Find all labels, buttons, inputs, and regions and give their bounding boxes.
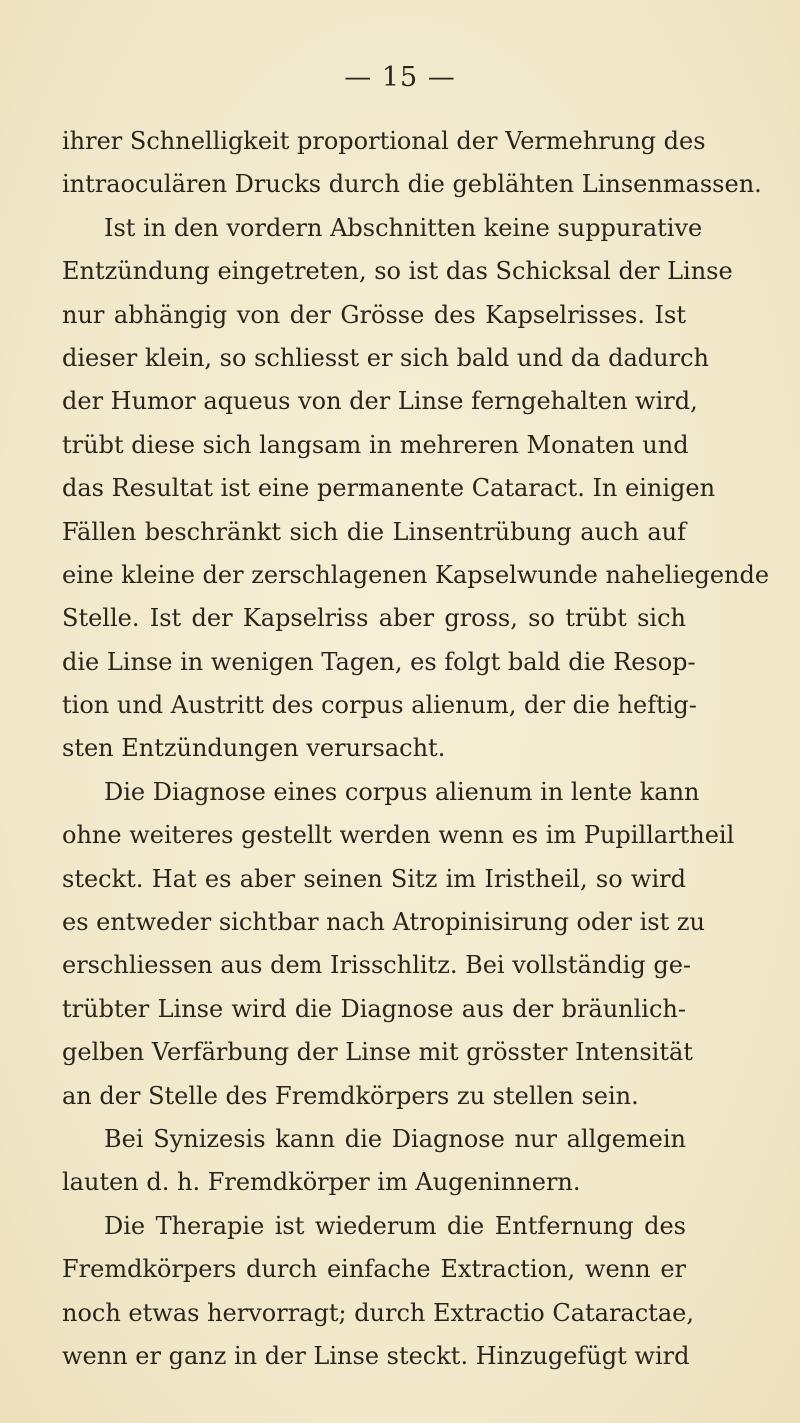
text-line: es entweder sichtbar nach Atropinisirung oder ist zu	[62, 908, 705, 937]
text-line: an der Stelle des Fremdkörpers zu stellen sein.	[62, 1081, 639, 1110]
text-line: noch etwas hervorragt; durch Extractio Cataractae,	[62, 1298, 694, 1327]
text-line: eine kleine der zerschlagenen Kapselwunde naheliegende	[62, 560, 770, 589]
text-line: erschliessen aus dem Irisschlitz. Bei vollständig ge-	[62, 951, 692, 980]
text-line: das Resultat ist eine permanente Cataract. In einigen	[62, 474, 716, 503]
text-line: Die Therapie ist wiederum die Entfernung des	[104, 1211, 686, 1240]
text-line: die Linse in wenigen Tagen, es folgt bald die Resop-	[62, 647, 696, 676]
text-line: wenn er ganz in der Linse steckt. Hinzugefügt wird	[62, 1341, 690, 1370]
text-line: ohne weiteres gestellt werden wenn es im Pupillartheil	[62, 821, 735, 850]
text-line: nur abhängig von der Grösse des Kapselrisses. Ist	[62, 300, 686, 329]
text-line: gelben Verfärbung der Linse mit grösster Intensität	[62, 1038, 693, 1067]
text-line: Entzündung eingetreten, so ist das Schicksal der Linse	[62, 257, 733, 286]
text-line: Bei Synizesis kann die Diagnose nur allgemein	[104, 1124, 686, 1153]
text-line: trübt diese sich langsam in mehreren Monaten und	[62, 430, 689, 459]
text-line: Die Diagnose eines corpus alienum in lente kann	[104, 777, 700, 806]
text-line: sten Entzündungen verursacht.	[62, 734, 446, 763]
text-line: der Humor aqueus von der Linse ferngehalten wird,	[62, 387, 698, 416]
text-line: lauten d. h. Fremdkörper im Augeninnern.	[62, 1168, 581, 1197]
text-line: ihrer Schnelligkeit proportional der Vermehrung des	[62, 127, 706, 155]
text-line: Stelle. Ist der Kapselriss aber gross, so trübt sich	[62, 604, 686, 633]
text-line: Fremdkörpers durch einfache Extraction, wenn er	[62, 1255, 686, 1284]
text-line: steckt. Hat es aber seinen Sitz im Iristheil, so wird	[62, 864, 686, 893]
text-line: Ist in den vordern Abschnitten keine suppurative	[104, 213, 703, 242]
text-line: dieser klein, so schliesst er sich bald und da dadurch	[62, 343, 709, 372]
text-line: tion und Austritt des corpus alienum, der die heftig-	[62, 691, 697, 720]
text-line: Fällen beschränkt sich die Linsentrübung auch auf	[62, 517, 686, 546]
page-number: — 15 —	[344, 62, 456, 93]
text-line: intraoculären Drucks durch die geblähten Linsenmassen.	[62, 170, 762, 199]
text-line: trübter Linse wird die Diagnose aus der bräunlich-	[62, 994, 686, 1023]
body-text	[62, 120, 770, 1378]
